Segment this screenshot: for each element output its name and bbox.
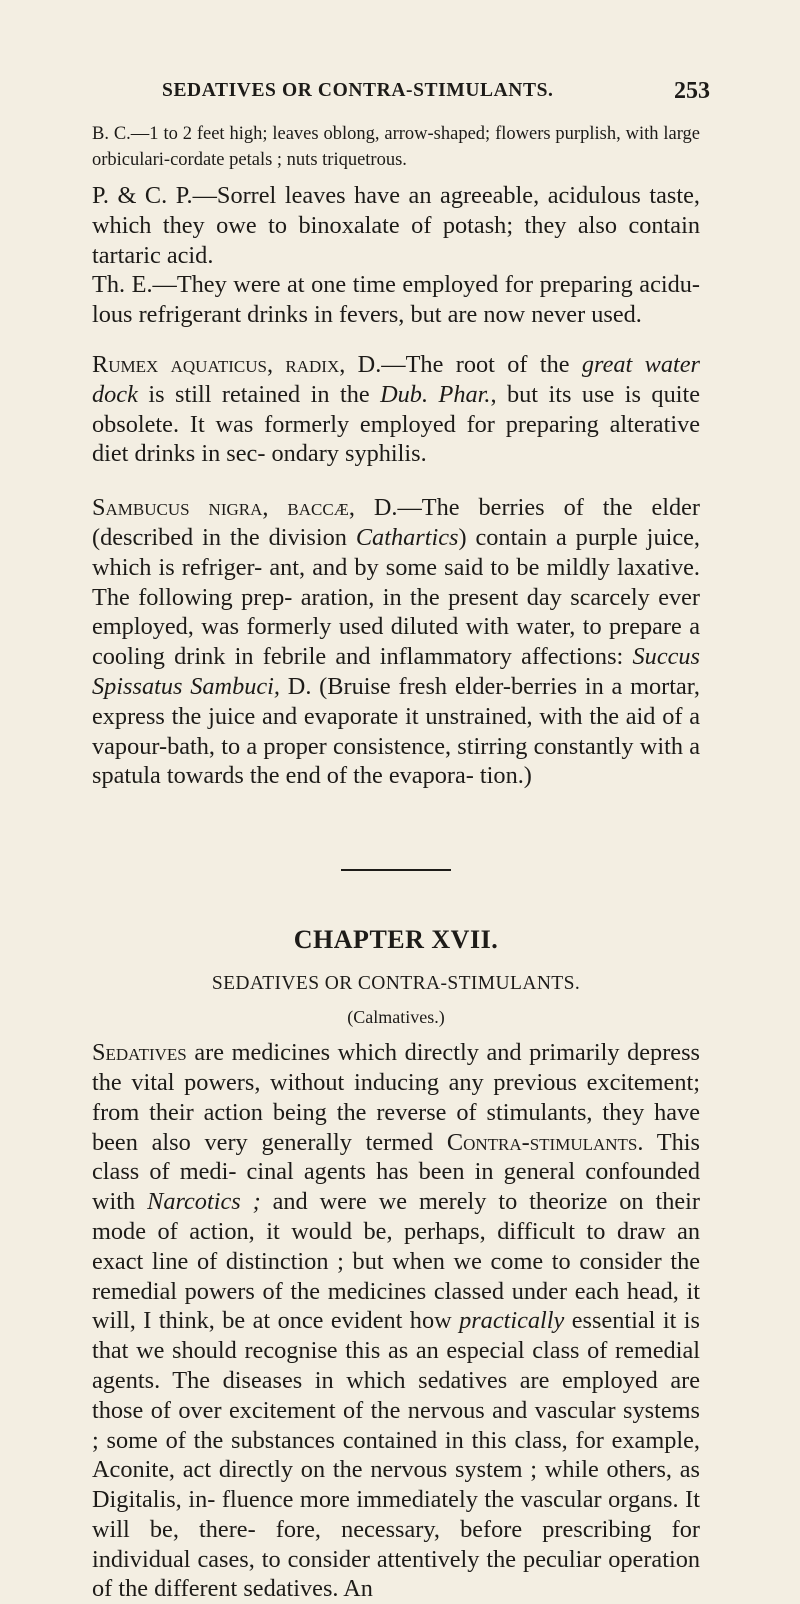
sedatives-term: Contra-stimulants (446, 1128, 638, 1156)
running-head (0, 78, 800, 112)
paragraph-therapeutic-effects: Th. E.—They were at one time employed for preparing acidu- lous refrigerant drinks in fevers, but are now never used. (92, 271, 700, 329)
rumex-heading: Rumex aquaticus, radix, D. (92, 350, 382, 378)
sedatives-text-1: are medicines which directly and primarily depress the vital powers, without inducing any previous excitement; from their action being the reverse of stimulants, they have been also very generally termed (92, 1039, 700, 1156)
section-divider (341, 869, 451, 871)
chapter-heading: CHAPTER XVII. (293, 925, 499, 955)
paragraph-sedatives (92, 1038, 700, 1604)
paragraph-sambucus (92, 493, 700, 791)
sambucus-text-2: ) contain a purple juice, which is refriger- ant, and by some said to be mildly laxative. The following prep- aration, in the present day scarcely ever employed, was formerly used diluted with water, to prepare a cooling drink in febrile and inflammatory affections: (92, 523, 700, 671)
body-text (92, 122, 700, 1604)
chapter-note: (Calmatives.) (347, 1007, 445, 1028)
running-title: SEDATIVES OR CONTRA-STIMULANTS. (162, 80, 554, 101)
sambucus-emphasis-1: Cathartics (355, 523, 459, 551)
sambucus-text-3: D. (Bruise fresh elder-berries in a mortar, express the juice and evaporate it unstrained, with the aid of a vapour-bath, to a proper consistence, stirring constantly with a spatula towards the end of the evapora- tion.) (92, 672, 700, 790)
sedatives-text-2: . This class of medi- cinal agents has been in general confounded with (92, 1128, 700, 1216)
sedatives-emphasis-1: Narcotics ; (147, 1188, 261, 1216)
rumex-text-2: is still retained in the (137, 380, 381, 408)
sedatives-text-3: and were we merely to theorize on their mode of action, it would be, perhaps, difficult to draw an exact line of distinction ; but when we come to consider the remedial powers of the medicines classed under each head, it will, I think, be at once evident how (92, 1188, 700, 1335)
rumex-text-1: —The root of the (381, 350, 582, 378)
sambucus-text-1: —The berries of the elder (described in the division (92, 494, 701, 551)
rumex-text-3: , but its use is quite obsolete. It was formerly employed for preparing alterative diet drinks in sec- ondary syphilis. (92, 380, 701, 468)
chapter-subtitle: SEDATIVES OR CONTRA-STIMULANTS. (211, 973, 581, 995)
sambucus-emphasis-2: Succus Spissatus Sambuci, (92, 643, 700, 700)
paragraph-rumex (92, 350, 700, 469)
paragraph-botanical-characters: B. C.—1 to 2 feet high; leaves oblong, arrow-shaped; flowers purplish, with large orbiculari-cordate petals ; nuts triquetrous. (92, 124, 700, 170)
page-number: 253 (674, 78, 710, 104)
rumex-emphasis-2: Dub. Phar. (380, 380, 491, 408)
sambucus-heading: Sambucus nigra, baccæ, D. (92, 494, 398, 522)
paragraph-physical-chemical-properties: P. & C. P.—Sorrel leaves have an agreeable, acidulous taste, which they owe to binoxalate of potash; they also contain tartaric acid. (92, 182, 700, 269)
sedatives-text-4: essential it is that we should recognise this as an especial class of remedial agents. The diseases in which sedatives are employed are those of over excitement of the nervous and vascular systems ; some of the substances contained in this class, for example, Aconite, act directly on the nervous system ; while others, as Digitalis, in- fluence more immediately the vascular organs. It will be, there- fore, necessary, before prescribing for individual cases, to consider attentively the peculiar operation of the different sedatives. An (92, 1307, 700, 1603)
sedatives-lead: Sedatives (92, 1039, 187, 1067)
rumex-emphasis-1: great water dock (92, 350, 700, 408)
sedatives-emphasis-2: practically (459, 1307, 565, 1335)
